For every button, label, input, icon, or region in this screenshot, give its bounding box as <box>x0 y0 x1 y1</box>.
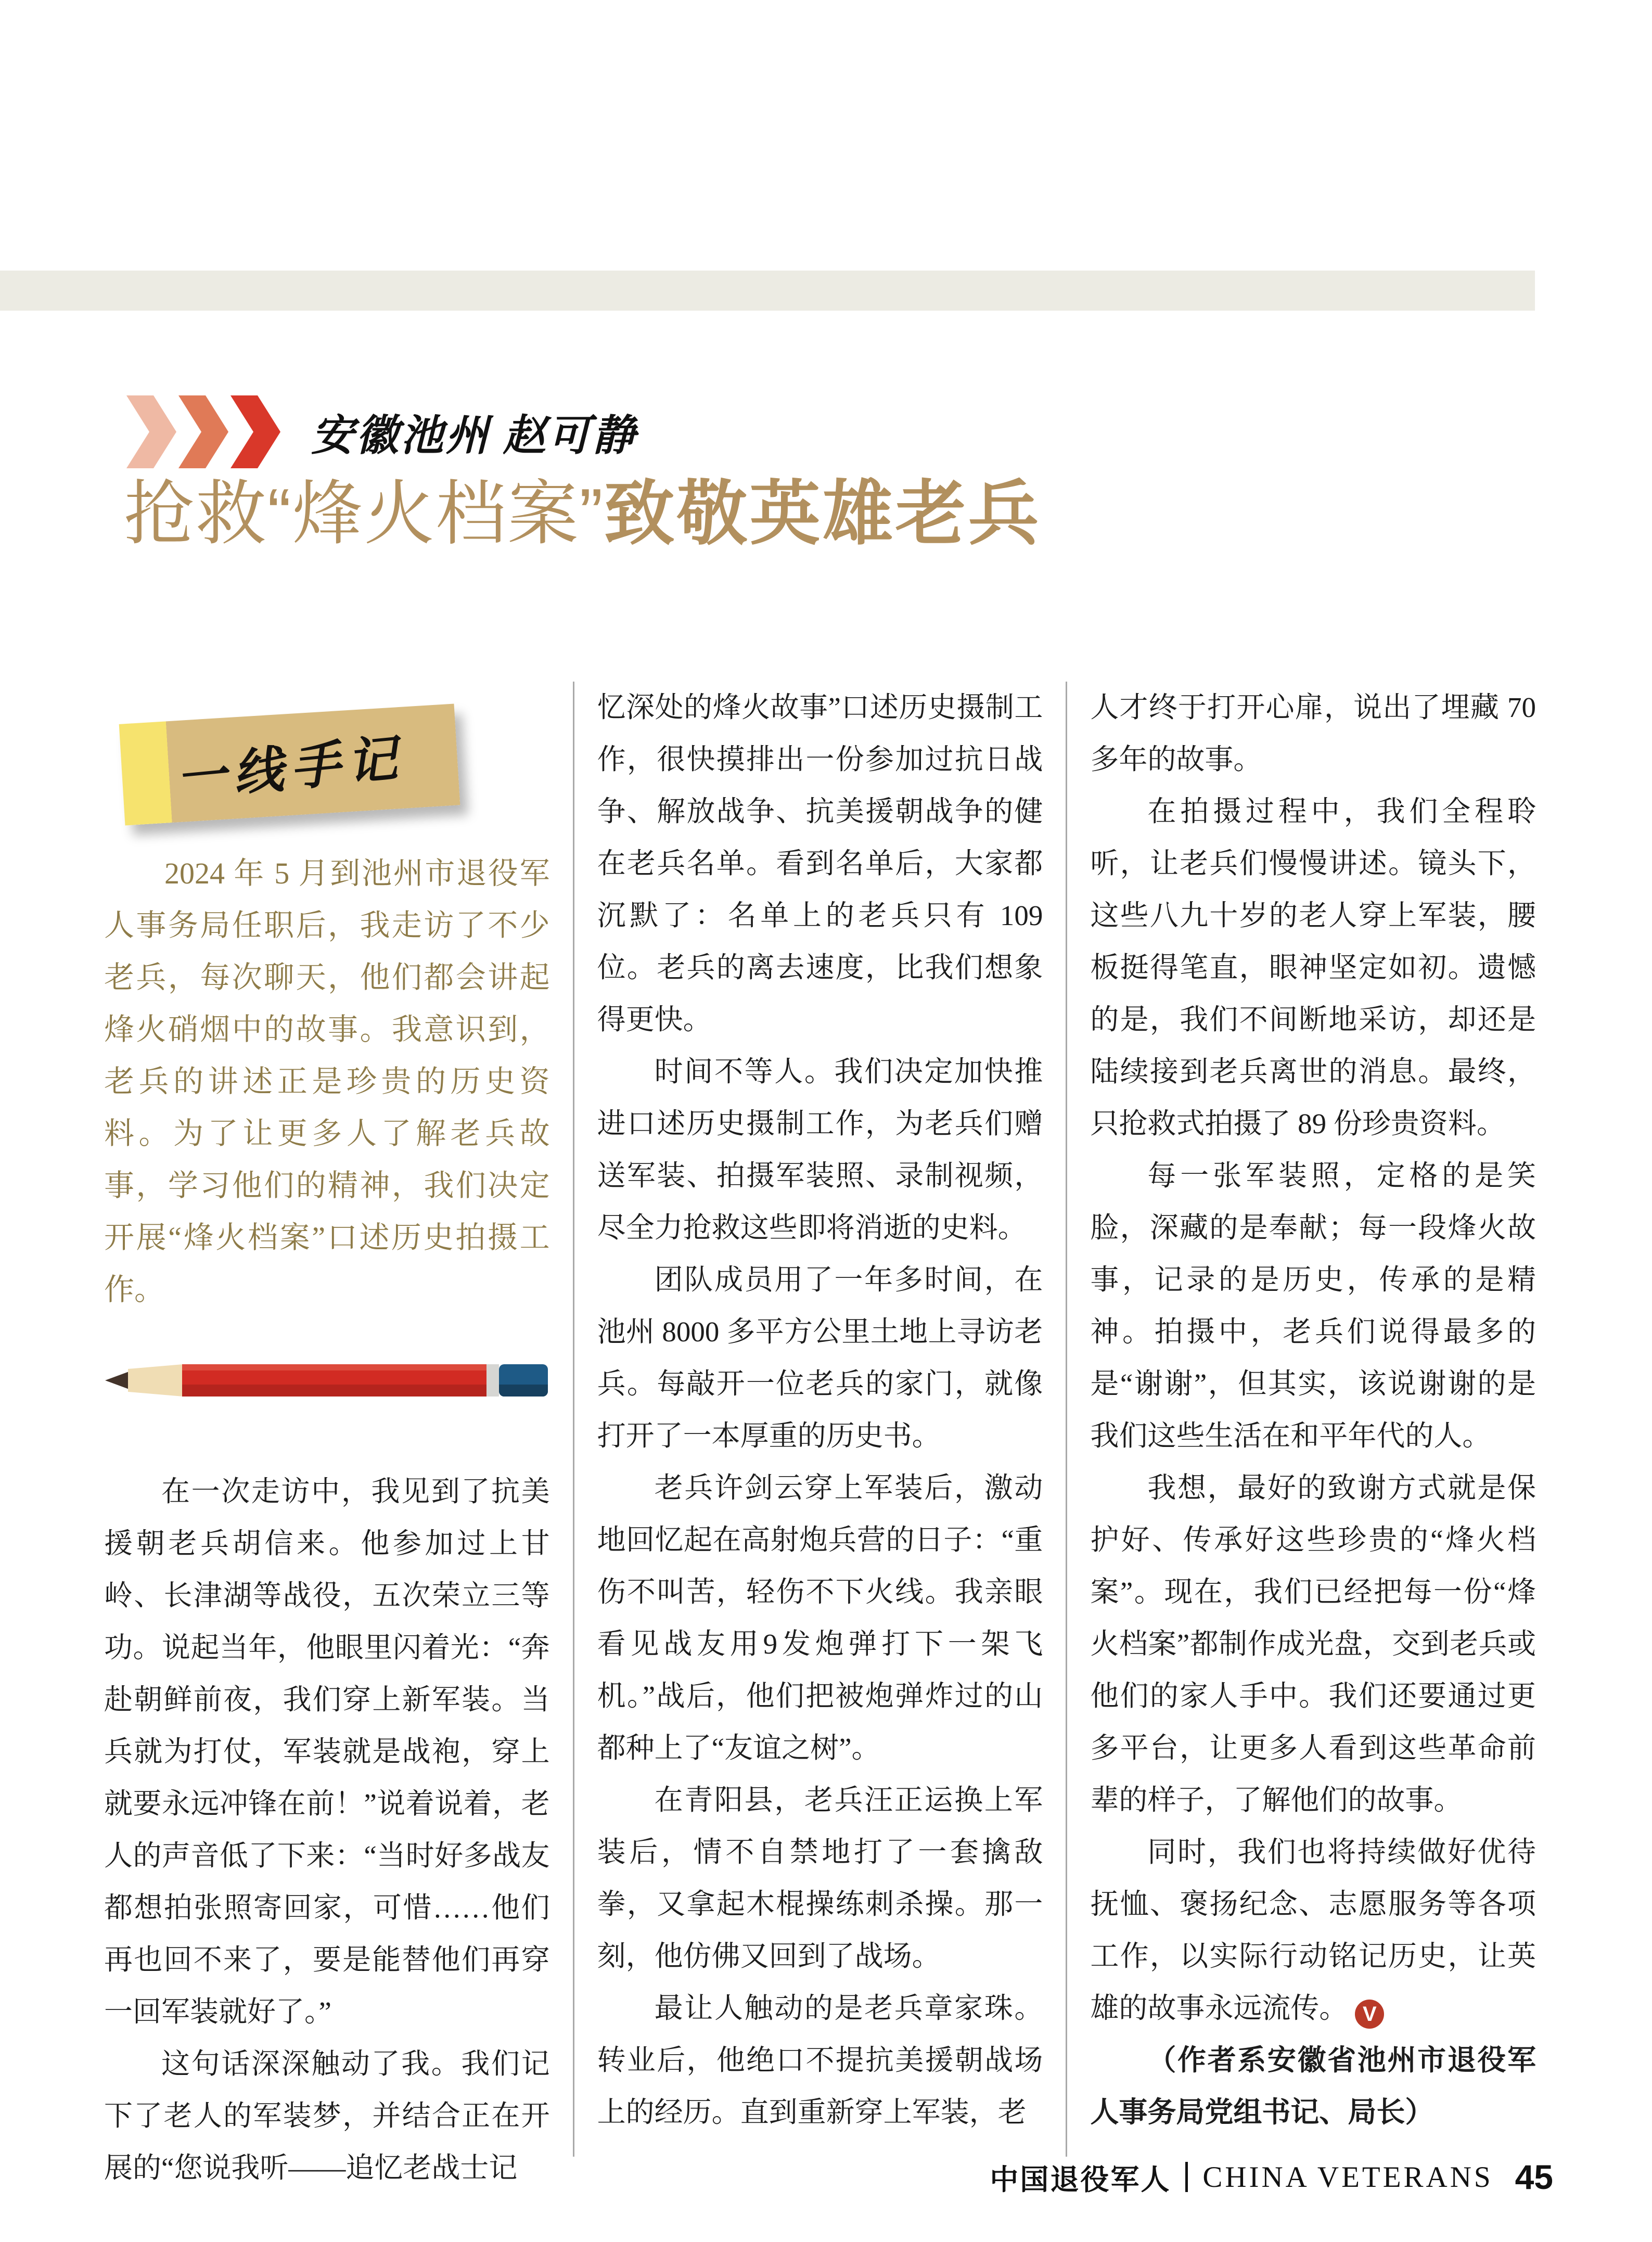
author-attribution: （作者系安徽省池州市退役军人事务局党组书记、局长） <box>1090 2044 1536 2128</box>
sticky-note-label: 一线手记 <box>173 730 407 808</box>
paragraph: 忆深处的烽火故事”口述历史摄制工作，很快摸排出一份参加过抗日战争、解放战争、抗美援朝战争的健在老兵名单。看到名单后，大家都沉默了：名单上的老兵只有 109 位。老兵的离去速度，比我们想象得更快。 <box>597 691 1043 1035</box>
triple-chevron-icon <box>126 395 283 468</box>
paragraph-text: 同时，我们也将持续做好优待抚恤、褒扬纪念、志愿服务等各项工作，以实际行动铭记历史，让英雄的故事永远流传。 <box>1090 1836 1536 2024</box>
paragraph: 团队成员用了一年多时间，在池州 8000 多平方公里土地上寻访老兵。每敲开一位老兵的家门，就像打开了一本厚重的历史书。 <box>597 1264 1043 1452</box>
page-number: 45 <box>1515 2158 1553 2196</box>
author-byline: 安徽池州 赵可静 <box>311 412 637 459</box>
footer-separator <box>1185 2162 1188 2192</box>
paragraph: 每一张军装照，定格的是笑脸，深藏的是奉献；每一段烽火故事，记录的是历史，传承的是精神。拍摄中，老兵们说得最多的是“谢谢”，但其实，该说谢谢的是我们这些生活在和平年代的人。 <box>1090 1160 1536 1452</box>
paragraph: 这句话深深触动了我。我们记下了老人的军装梦，并结合正在开展的“您说我听——追忆老战士记 <box>104 2048 550 2184</box>
column-1 <box>104 682 573 2184</box>
article-header <box>126 395 637 468</box>
paragraph: 在青阳县，老兵汪正运换上军装后，情不自禁地打了一套擒敌拳，又拿起木棍操练刺杀操。那一刻，他仿佛又回到了战场。 <box>597 1784 1043 1972</box>
paragraph: 在一次走访中，我见到了抗美援朝老兵胡信来。他参加过上甘岭、长津湖等战役，五次荣立三等功。说起当年，他眼里闪着光：“奔赴朝鲜前夜，我们穿上新军装。当兵就为打仗，军装就是战袍，穿上就要永远冲锋在前！”说着说着，老人的声音低了下来：“当时好多战友都想拍张照寄回家，可惜……他们再也回不来了，要是能替他们再穿一回军装就好了。” <box>104 1476 550 2028</box>
paragraph: 在拍摄过程中，我们全程聆听，让老兵们慢慢讲述。镜头下，这些八九十岁的老人穿上军装，腰板挺得笔直，眼神坚定如初。遗憾的是，我们不间断地采访，却还是陆续接到老兵离世的消息。最终，只抢救式拍摄了 89 份珍贵资料。 <box>1090 796 1536 1139</box>
title-light-part: 抢救“烽火档案” <box>124 474 604 553</box>
magazine-name-en: CHINA VETERANS <box>1202 2160 1493 2194</box>
end-mark: V <box>1355 2000 1384 2029</box>
sticky-note <box>119 703 460 825</box>
column-2 <box>573 682 1066 2157</box>
intro-paragraph: 2024 年 5 月到池州市退役军人事务局任职后，我走访了不少老兵，每次聊天，他们都会讲起烽火硝烟中的故事。我意识到，老兵的讲述正是珍贵的历史资料。为了让更多人了解老兵故事，学习他们的精神，我们决定开展“烽火档案”口述历史拍摄工作。 <box>104 856 550 1306</box>
paragraph: 我想，最好的致谢方式就是保护好、传承好这些珍贵的“烽火档案”。现在，我们已经把每一份“烽火档案”都制作成光盘，交到老兵或他们的家人手中。我们还要通过更多平台，让更多人看到这些革命前辈的样子，了解他们的故事。 <box>1090 1472 1536 1816</box>
paragraph: 人才终于打开心扉，说出了埋藏 70 多年的故事。 <box>1090 691 1536 775</box>
magazine-name-cn: 中国退役军人 <box>990 2163 1171 2196</box>
paragraph <box>1090 1826 1536 2034</box>
paragraph: 时间不等人。我们决定加快推进口述历史摄制工作，为老兵们赠送军装、拍摄军装照、录制视频，尽全力抢救这些即将消逝的史料。 <box>597 1056 1043 1244</box>
page-footer <box>990 2158 1553 2196</box>
paragraph: 最让人触动的是老兵章家珠。转业后，他绝口不提抗美援朝战场上的经历。直到重新穿上军装，老 <box>597 1992 1043 2128</box>
title-bold-part: 致敬英雄老兵 <box>604 474 1041 553</box>
column-3 <box>1066 682 1536 2157</box>
pencil-divider-icon <box>104 1364 549 1397</box>
paragraph: 老兵许剑云穿上军装后，激动地回忆起在高射炮兵营的日子：“重伤不叫苦，轻伤不下火线。我亲眼看见战友用9发炮弹打下一架飞机。”战后，他们把被炮弹炸过的山都种上了“友谊之树”。 <box>597 1472 1043 1764</box>
article-title <box>124 469 1041 558</box>
top-band <box>0 271 1535 311</box>
